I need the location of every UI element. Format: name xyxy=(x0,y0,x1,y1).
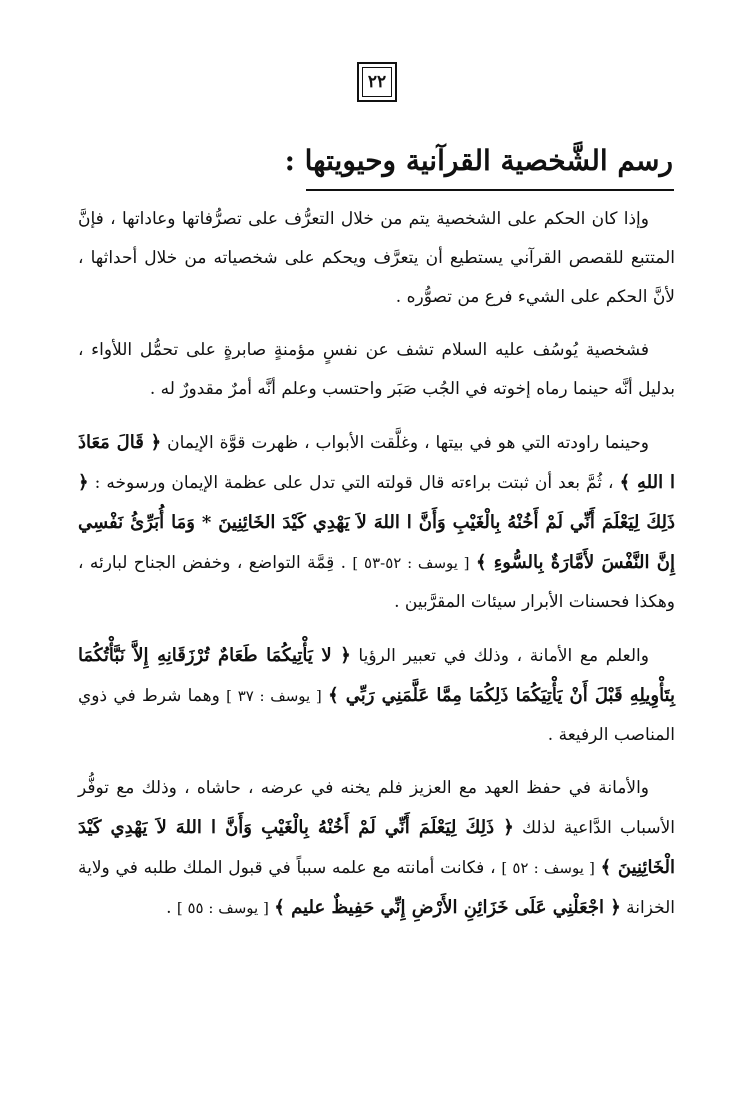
paragraph-1 xyxy=(78,200,675,317)
verse-reference: [ يوسف : ٥٥ ] xyxy=(176,899,269,917)
page-number: ٢٢ xyxy=(362,67,392,97)
paragraph-5 xyxy=(78,769,675,928)
quran-verse: ﴿ قَالَ مَعَاذَ ا اللهِ ﴾ xyxy=(78,432,676,493)
paragraph-text: . xyxy=(166,898,172,918)
paragraph-text: وهما شرط في ذوي المناصب الرفيعة . xyxy=(78,686,675,745)
paragraph-3 xyxy=(78,423,675,622)
paragraph-text: والأمانة في حفظ العهد مع العزيز فلم يخنه في عرضه ، حاشاه ، وذلك مع توفُّر الأسباب الدَّاعية لذلك xyxy=(78,778,675,838)
verse-reference: [ يوسف : ٥٢ ] xyxy=(501,859,595,877)
quran-verse: ﴿ ذَلِكَ لِيَعْلَمَ أَنِّي لَمْ أَخُنْهُ بِالْغَيْبِ وَأَنَّ ا اللهَ لاَ يَهْدِي كَيْدَ الْخَائِنِينَ ﴾ xyxy=(78,817,676,878)
paragraph-text: ، فكانت أمانته مع علمه سبباً في قبول الملك طلبه في ولاية الخزانة xyxy=(78,858,675,918)
verse-reference: [ يوسف : ٣٧ ] xyxy=(226,687,322,705)
paragraph-text: ، ثُمَّ بعد أن ثبتت براءته قال قولته التي تدل على عظمة الإيمان ورسوخه : xyxy=(94,473,614,493)
quran-verse: ﴿ ذَلِكَ لِيَعْلَمَ أَنِّي لَمْ أَخُنْهُ بِالْغَيْبِ وَأَنَّ ا اللهَ لاَ يَهْدِي كَيْدَ الخَائِنِينَ * وَمَا أُبَرِّئُ نَفْسِي إِنَّ النَّفْسَ لأَمَّارَةٌ بِالسُّوءِ ﴾ xyxy=(78,472,675,573)
section-heading: رسم الشَّخصية القرآنية وحيويتها : xyxy=(284,144,673,177)
body-text xyxy=(78,200,675,942)
paragraph-text: وإذا كان الحكم على الشخصية يتم من خلال التعرُّف على تصرُّفاتها وعاداتها ، فإنَّ المتتبع للقصص القرآني يستطيع أن يتعرَّف ويحكم على شخصياته من خلال أحداثها ، لأنَّ الحكم على الشيء فرع من تصوُّره . xyxy=(78,209,675,307)
paragraph-text: والعلم مع الأمانة ، وذلك في تعبير الرؤيا xyxy=(358,646,649,666)
quran-verse: ﴿ اجْعَلْنِي عَلَى خَزَائِنِ الأَرْضِ إِنِّي حَفِيظٌ عليم ﴾ xyxy=(274,897,621,918)
paragraph-2 xyxy=(78,331,675,409)
heading-underline xyxy=(306,189,674,191)
paragraph-text: . قِمَّة التواضع ، وخفض الجناح لبارئه ، وهكذا فحسنات الأبرار سيئات المقرَّبين . xyxy=(78,553,675,612)
page-number-box xyxy=(357,62,397,102)
paragraph-text: فشخصية يُوسُف عليه السلام تشف عن نفسٍ مؤمنةٍ صابرةٍ على تحمُّل اللأواء ، بدليل أنَّه حينما رماه إخوته في الجُب صَبَر واحتسب وعلم أنَّه أمرٌ مقدورٌ له . xyxy=(78,340,675,399)
quran-verse: ﴿ لا يَأْتِيكُمَا طَعَامٌ تُرْزَقَانِهِ إِلاَّ نَبَّأْتُكُمَا بِتَأْوِيلِهِ قَبْلَ أَنْ يَأْتِيَكُمَا ذَلِكُمَا مِمَّا عَلَّمَنِي رَبِّي ﴾ xyxy=(78,645,676,706)
paragraph-text: وحينما راودته التي هو في بيتها ، وغلَّقت الأبواب ، ظهرت قوَّة الإيمان xyxy=(167,433,649,453)
paragraph-4 xyxy=(78,636,675,755)
verse-reference: [ يوسف : ٥٢-٥٣ ] xyxy=(352,554,470,572)
